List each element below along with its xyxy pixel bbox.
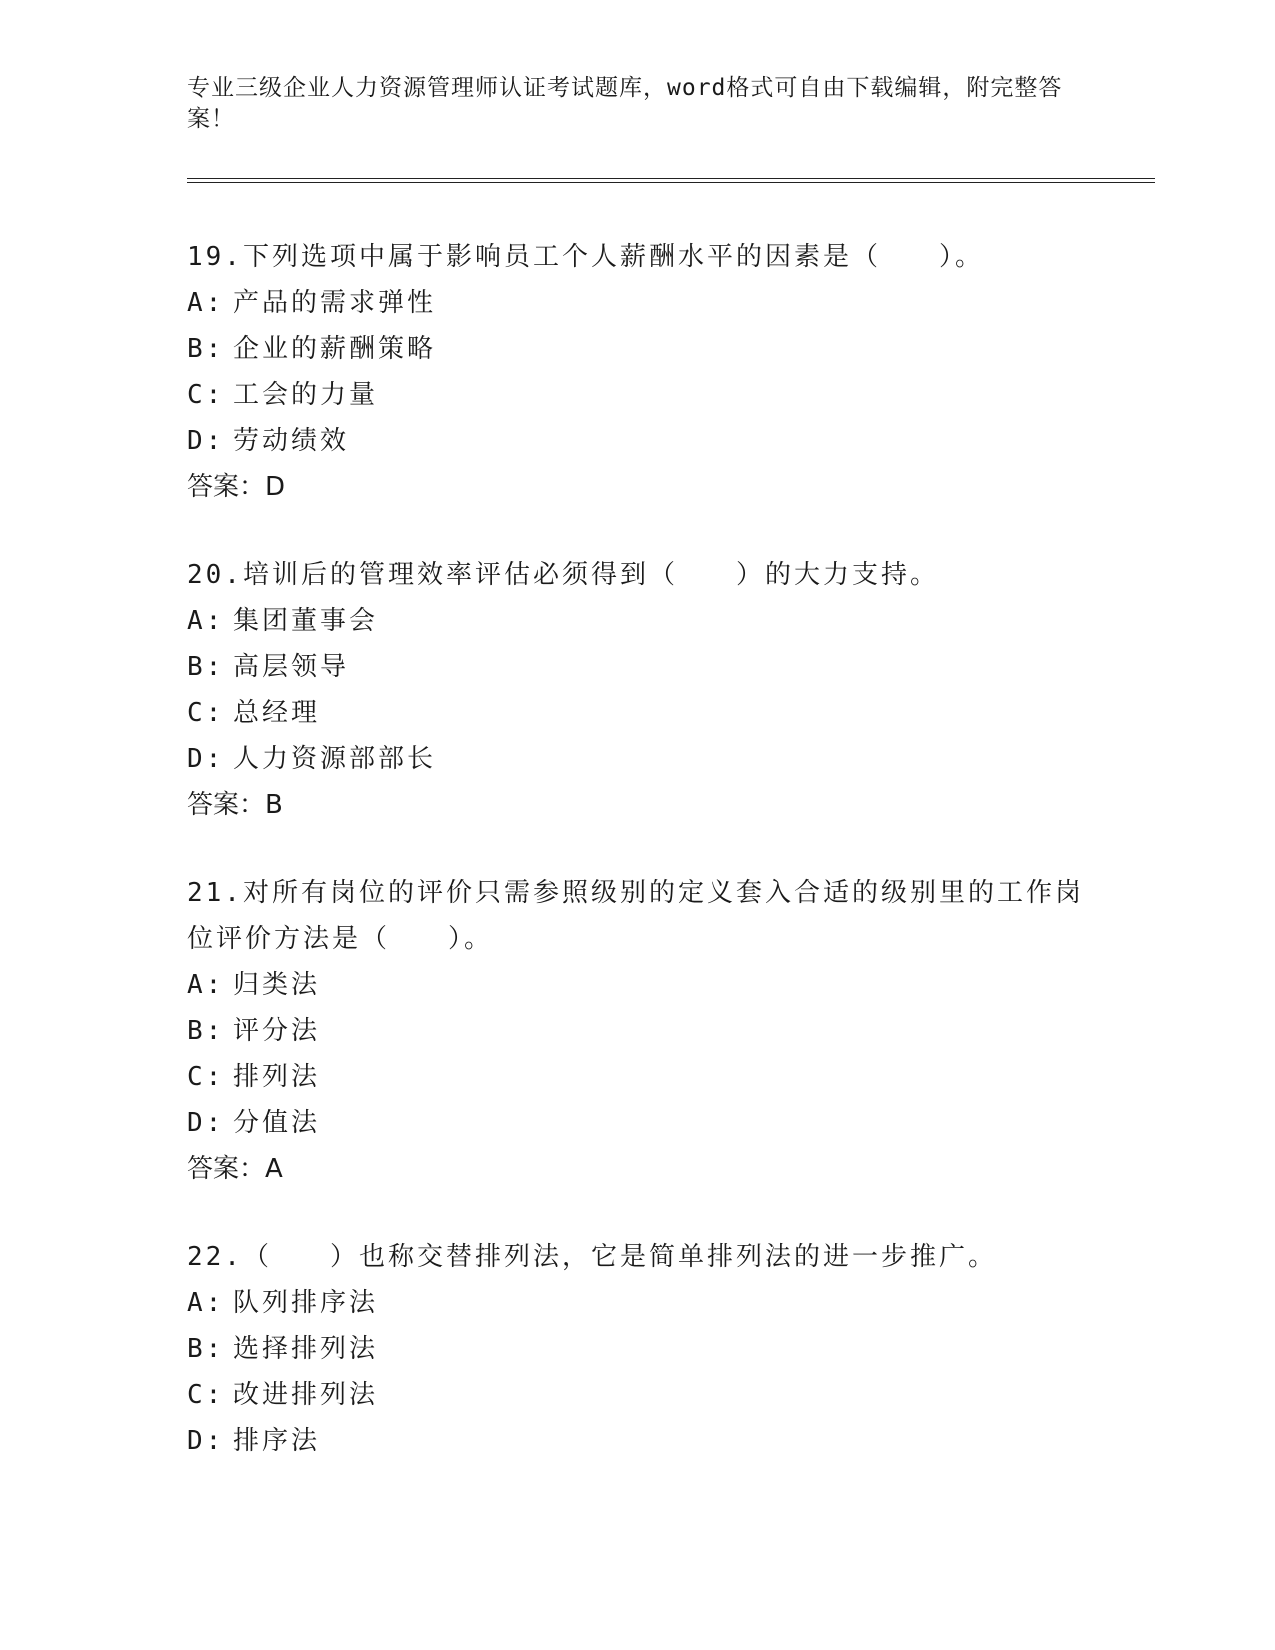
option-key: B: [187,652,225,682]
question-list [187,234,1087,1506]
option-c [187,1054,1087,1100]
option-a [187,962,1087,1008]
question-22 [187,1234,1087,1464]
option-key: C: [187,1380,225,1410]
header-divider-bottom [187,182,1155,183]
option-key: D: [187,744,225,774]
option-a [187,598,1087,644]
option-text: 企业的薪酬策略 [233,334,437,364]
option-text: 队列排序法 [233,1288,379,1318]
option-key: A: [187,970,225,1000]
option-key: C: [187,698,225,728]
option-text: 总经理 [233,698,321,728]
option-text: 工会的力量 [233,380,379,410]
option-key: C: [187,380,225,410]
option-key: B: [187,1016,225,1046]
option-key: D: [187,1108,225,1138]
option-text: 改进排列法 [233,1380,379,1410]
option-d [187,418,1087,464]
option-key: B: [187,334,225,364]
answer-line: 答案：A [187,1154,283,1184]
option-text: 排序法 [233,1426,321,1456]
question-text: 21.对所有岗位的评价只需参照级别的定义套入合适的级别里的工作岗位评价方法是（ ）。 [187,878,1084,954]
option-a [187,280,1087,326]
option-text: 分值法 [233,1108,321,1138]
question-text: 20.培训后的管理效率评估必须得到（ ）的大力支持。 [187,560,939,590]
option-d [187,736,1087,782]
option-c [187,372,1087,418]
option-key: D: [187,1426,225,1456]
option-key: A: [187,288,225,318]
question-text: 22.（ ）也称交替排列法，它是简单排列法的进一步推广。 [187,1242,997,1272]
option-text: 选择排列法 [233,1334,379,1364]
option-text: 人力资源部部长 [233,744,437,774]
option-c [187,690,1087,736]
option-key: A: [187,1288,225,1318]
option-b [187,326,1087,372]
option-text: 归类法 [233,970,321,1000]
option-b [187,1008,1087,1054]
option-text: 产品的需求弹性 [233,288,437,318]
option-a [187,1280,1087,1326]
header-divider-top [187,178,1155,179]
question-text: 19.下列选项中属于影响员工个人薪酬水平的因素是（ ）。 [187,242,984,272]
option-c [187,1372,1087,1418]
option-text: 排列法 [233,1062,321,1092]
option-key: C: [187,1062,225,1092]
option-d [187,1418,1087,1464]
option-key: D: [187,426,225,456]
option-b [187,1326,1087,1372]
option-key: B: [187,1334,225,1364]
question-19 [187,234,1087,510]
option-key: A: [187,606,225,636]
answer-line: 答案：D [187,472,286,502]
option-text: 集团董事会 [233,606,379,636]
option-text: 高层领导 [233,652,350,682]
question-21 [187,870,1087,1192]
option-text: 评分法 [233,1016,321,1046]
document-header: 专业三级企业人力资源管理师认证考试题库，word格式可自由下载编辑，附完整答案！ [187,75,1063,132]
question-20 [187,552,1087,828]
answer-line: 答案：B [187,790,283,820]
option-d [187,1100,1087,1146]
option-text: 劳动绩效 [233,426,350,456]
option-b [187,644,1087,690]
